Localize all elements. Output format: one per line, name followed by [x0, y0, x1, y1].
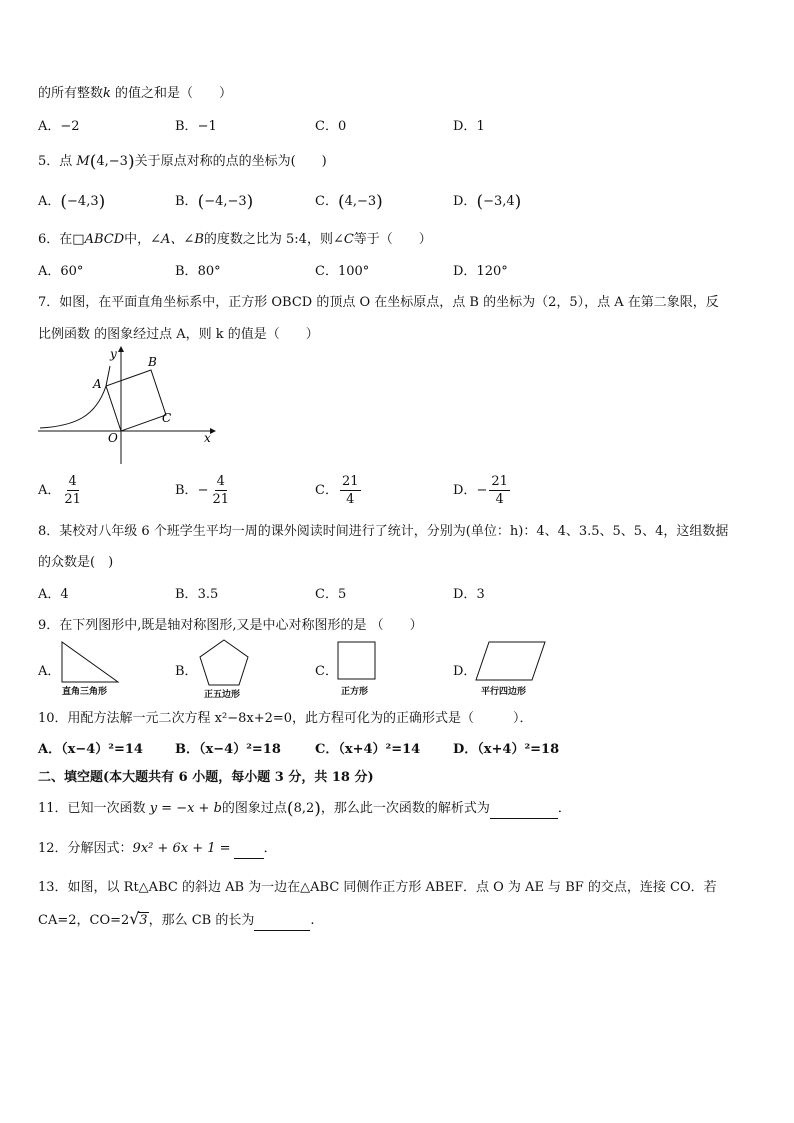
- q6-option-c[interactable]: C．100°: [315, 264, 370, 279]
- label-x: x: [204, 431, 211, 445]
- q9-stem: 9．在下列图形中,既是轴对称图形,又是中心对称图形的是 （ ）: [38, 618, 423, 633]
- q8-option-c[interactable]: C．5: [315, 587, 347, 602]
- q9-right-triangle[interactable]: [60, 640, 120, 684]
- q11-function: y = −x + b: [149, 801, 222, 816]
- q4-option-b[interactable]: B．−1: [175, 119, 217, 134]
- q6-option-a[interactable]: A．60°: [38, 264, 84, 279]
- q9-parallelogram[interactable]: [475, 640, 547, 682]
- q8-option-b[interactable]: B．3.5: [175, 587, 219, 602]
- q4-option-c[interactable]: C．0: [315, 119, 347, 134]
- q13-answer-blank[interactable]: [254, 915, 310, 931]
- q9-square[interactable]: [337, 641, 377, 681]
- q5-coords: 4,−3: [96, 154, 128, 169]
- q7-option-d[interactable]: D．− $\frac{21}{4}$: [453, 474, 508, 507]
- q10-option-d[interactable]: D．（x+4）²=18: [453, 742, 560, 757]
- q6-option-b[interactable]: B．80°: [175, 264, 221, 279]
- q9-option-a[interactable]: A．: [38, 664, 61, 679]
- q7-option-c[interactable]: C． $\frac{21}{4}$: [315, 474, 359, 507]
- y-axis-arrow: [118, 346, 124, 352]
- q9-caption-a: 直角三角形: [62, 687, 108, 697]
- q10-stem: 10．用配方法解一元二次方程 x²−8x+2=0，此方程可化为的正确形式是（ ）．: [38, 711, 533, 726]
- q9-caption-d: 平行四边形: [481, 687, 527, 697]
- q8-option-d[interactable]: D．3: [453, 587, 485, 602]
- q6-option-d[interactable]: D．120°: [453, 264, 508, 279]
- sqrt-symbol: √ 3: [129, 909, 148, 928]
- hyperbola-curve: [40, 366, 110, 428]
- q8-option-a[interactable]: A．4: [38, 587, 69, 602]
- q4-option-d[interactable]: D．1: [453, 119, 485, 134]
- q7-option-b[interactable]: B．− $\frac{4}{21}$: [175, 474, 230, 507]
- section-title: 二、填空题(本大题共有 6 小题，每小题 3 分，共 18 分): [38, 770, 374, 785]
- q4-var: k: [103, 86, 111, 101]
- q13-stem-line2: CA=2，CO=2 √ 3，那么 CB 的长为 .: [38, 909, 314, 931]
- label-c: C: [162, 411, 172, 425]
- q9-caption-b: 正五边形: [204, 690, 241, 700]
- q6-stem: 6．在□ABCD中，∠A、∠B的度数之比为 5:4，则∠C等于（ ）: [38, 232, 432, 247]
- q12-expression: 9x² + 6x + 1 =: [132, 841, 231, 856]
- q9-caption-c: 正方形: [341, 687, 369, 697]
- q8-stem-line1: 8．某校对八年级 6 个班学生平均一周的课外阅读时间进行了统计，分别为(单位：h)：4、4、3.5、5、5、4，这组数据: [38, 524, 729, 539]
- square-shape: [106, 370, 166, 431]
- q5-option-d[interactable]: D．(−3,4): [453, 192, 522, 212]
- q12-stem: 12．分解因式：9x² + 6x + 1 = ．: [38, 837, 277, 859]
- q5-point: M: [76, 154, 90, 169]
- q12-answer-blank[interactable]: [234, 843, 264, 859]
- q9-option-d[interactable]: D．: [453, 664, 477, 679]
- q4-option-a[interactable]: A．−2: [38, 119, 80, 134]
- q5-option-c[interactable]: C．(4,−3): [315, 192, 383, 212]
- q7-stem-line2: 比例函数 的图象经过点 A，则 k 的值是（ ）: [38, 327, 319, 342]
- q10-option-c[interactable]: C．（x+4）²=14: [315, 742, 421, 757]
- q9-regular-pentagon[interactable]: [197, 638, 251, 688]
- q7-stem-line1: 7．如图，在平面直角坐标系中，正方形 OBCD 的顶点 O 在坐标原点，点 B 的坐标为（2，5），点 A 在第二象限，反: [38, 295, 719, 310]
- x-axis-arrow: [210, 428, 216, 434]
- q10-option-a[interactable]: A．（x−4）²=14: [38, 742, 143, 757]
- q4-text-end: 的值之和是（ ）: [110, 86, 233, 101]
- label-a: A: [93, 377, 102, 391]
- q9-option-c[interactable]: C．: [315, 664, 338, 679]
- q4-text: 的所有整数: [38, 86, 104, 101]
- q11-stem: 11．已知一次函数 y = −x + b的图象过点(8,2)，那么此一次函数的解析式为 ．: [38, 799, 571, 819]
- q7-option-a[interactable]: A． $\frac{4}{21}$: [38, 474, 81, 507]
- q8-stem-line2: 的众数是( ): [38, 555, 114, 570]
- q4-stem: [38, 82, 232, 101]
- q5-stem: 5．点 M(4,−3)关于原点对称的点的坐标为( ): [38, 152, 327, 172]
- q11-answer-blank[interactable]: [490, 803, 558, 819]
- q5-option-b[interactable]: B．(−4,−3): [175, 192, 254, 212]
- q13-stem-line1: 13．如图，以 Rt△ABC 的斜边 AB 为一边在△ABC 同侧作正方形 ABEF．点 O 为 AE 与 BF 的交点，连接 CO．若: [38, 880, 717, 895]
- label-y: y: [110, 347, 117, 361]
- q7-figure: [36, 346, 226, 468]
- label-b: B: [148, 355, 157, 369]
- q9-option-b[interactable]: B．: [175, 664, 198, 679]
- label-o: O: [108, 431, 118, 445]
- q5-option-a[interactable]: A．(−4,3): [38, 192, 106, 212]
- q10-option-b[interactable]: B．（x−4）²=18: [175, 742, 281, 757]
